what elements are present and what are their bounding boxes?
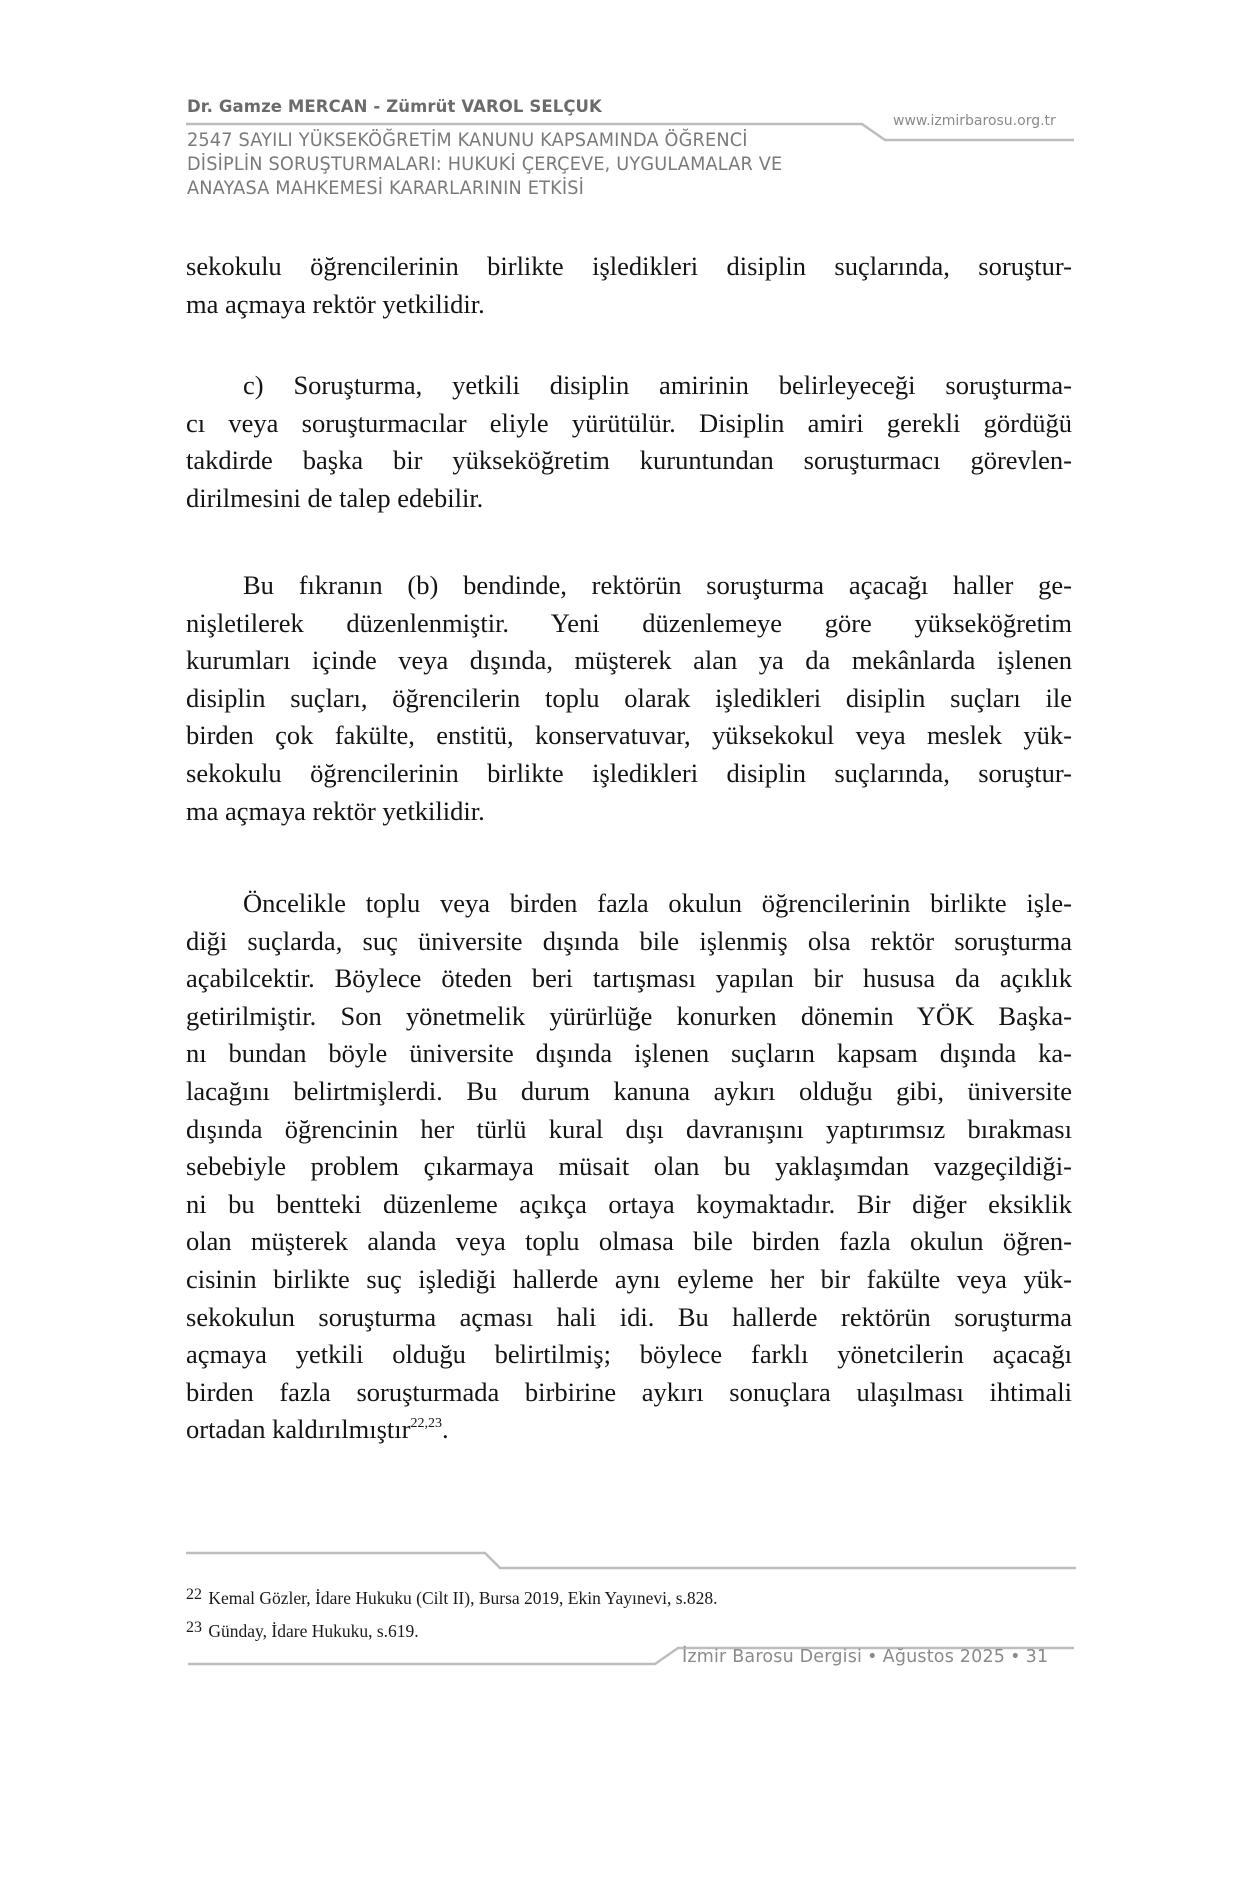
footnotes <box>186 1578 718 1644</box>
text-line: sebebiyle problem çıkarmaya müsait olan bu yaklaşımdan vazgeçildiği- <box>186 1151 1072 1182</box>
header-title-line: ANAYASA MAHKEMESİ KARARLARININ ETKİSİ <box>187 177 585 199</box>
text-line: diği suçlarda, suç üniversite dışında bile işlenmiş olsa rektör soruşturma <box>186 925 1072 956</box>
text-line: nı bundan böyle üniversite dışında işlenen suçların kapsam dışında ka- <box>186 1038 1072 1069</box>
footnote-number: 23 <box>186 1619 202 1636</box>
text-line: ma açmaya rektör yetkilidir. <box>186 288 485 319</box>
text-line: takdirde başka bir yükseköğretim kuruntundan soruşturmacı görevlen- <box>186 445 1072 476</box>
header-title-line: DİSİPLİN SORUŞTURMALARI: HUKUKİ ÇERÇEVE, UYGULAMALAR VE <box>187 153 783 175</box>
text-line: sekokulun soruşturma açması hali idi. Bu hallerde rektörün soruşturma <box>186 1301 1072 1332</box>
text-line: cisinin birlikte suç işlediği hallerde aynı eyleme her bir fakülte veya yük- <box>186 1263 1072 1294</box>
text-line: ortadan kaldırılmıştır <box>186 1414 411 1445</box>
text-line: dışında öğrencinin her türlü kural dışı davranışını yaptırımsız bırakması <box>186 1113 1072 1144</box>
text-line: dirilmesini de talep edebilir. <box>186 482 484 513</box>
text-line: ma açmaya rektör yetkilidir. <box>186 795 485 826</box>
text-line: birden fazla soruşturmada birbirine aykırı sonuçlara ulaşılması ihtimali <box>186 1376 1072 1407</box>
footer-issue: Ağustos 2025 <box>882 1647 1006 1667</box>
text-line: kurumları içinde veya dışında, müşterek alan ya da mekânlarda işlenen <box>186 645 1072 676</box>
text-line: cı veya soruşturmacılar eliyle yürütülür. Disiplin amiri gerekli gördüğü <box>186 407 1072 438</box>
body-paragraph <box>186 367 1072 517</box>
text-line: sekokulu öğrencilerinin birlikte işledikleri disiplin suçlarında, soruştur- <box>186 251 1072 281</box>
body-paragraph <box>186 567 1072 830</box>
footer-journal-name: İzmir Barosu Dergisi <box>682 1647 863 1667</box>
text-line: disiplin suçları, öğrencilerin toplu olarak işledikleri disiplin suçları ile <box>186 682 1072 713</box>
footnote-text: Günday, İdare Hukuku, s.619. <box>208 1621 419 1641</box>
final-punctuation: . <box>441 1414 449 1445</box>
footnote-reference[interactable]: 22,23 <box>410 1416 442 1432</box>
body-paragraph <box>186 885 1072 1449</box>
body-paragraph <box>186 248 1072 323</box>
footnote-separator-rule <box>186 1553 1076 1568</box>
text-line: açmaya yetkili olduğu belirtilmiş; böylece farklı yönetcilerin açacağı <box>186 1339 1072 1370</box>
footer-separator: • <box>1010 1647 1021 1667</box>
text-line: Bu fıkranın (b) bendinde, rektörün soruşturma açacağı haller ge- <box>243 570 1072 600</box>
text-line: olan müşterek alanda veya toplu olmasa bile birden fazla okulun öğren- <box>186 1226 1072 1257</box>
footnote-text: Kemal Gözler, İdare Hukuku (Cilt II), Bursa 2019, Ekin Yayınevi, s.828. <box>208 1588 718 1608</box>
text-line: Öncelikle toplu veya birden fazla okulun öğrencilerinin birlikte işle- <box>243 888 1072 918</box>
header-title-line: 2547 SAYILI YÜKSEKÖĞRETİM KANUNU KAPSAMINDA ÖĞRENCİ <box>187 129 748 151</box>
header-article-title <box>187 128 827 200</box>
header-website[interactable]: www.izmirbarosu.org.tr <box>893 113 1056 129</box>
text-line: c) Soruşturma, yetkili disiplin amirinin belirleyeceği soruşturma- <box>243 370 1072 400</box>
footer-separator: • <box>867 1647 878 1667</box>
page-footer <box>682 1647 1048 1667</box>
text-line: ni bu bentteki düzenleme açıkça ortaya koymaktadır. Bir diğer eksiklik <box>186 1188 1072 1219</box>
footnote-number: 22 <box>186 1586 202 1603</box>
text-line: birden çok fakülte, enstitü, konservatuvar, yüksekokul veya meslek yük- <box>186 720 1072 751</box>
page-number: 31 <box>1025 1647 1049 1667</box>
text-line: lacağını belirtmişlerdi. Bu durum kanuna aykırı olduğu gibi, üniversite <box>186 1075 1072 1106</box>
header-authors: Dr. Gamze MERCAN - Zümrüt VAROL SELÇUK <box>187 97 602 116</box>
text-line: açabilcektir. Böylece öteden beri tartışması yapılan bir hususa da açıklık <box>186 963 1072 994</box>
text-line: getirilmiştir. Son yönetmelik yürürlüğe konurken dönemin YÖK Başka- <box>186 1000 1072 1031</box>
footnote-item <box>186 1611 718 1644</box>
text-line-final <box>186 1411 1072 1449</box>
footnote-item <box>186 1578 718 1611</box>
text-line: nişletilerek düzenlenmiştir. Yeni düzenlemeye göre yükseköğretim <box>186 607 1072 638</box>
text-line: sekokulu öğrencilerinin birlikte işledikleri disiplin suçlarında, soruştur- <box>186 757 1072 788</box>
